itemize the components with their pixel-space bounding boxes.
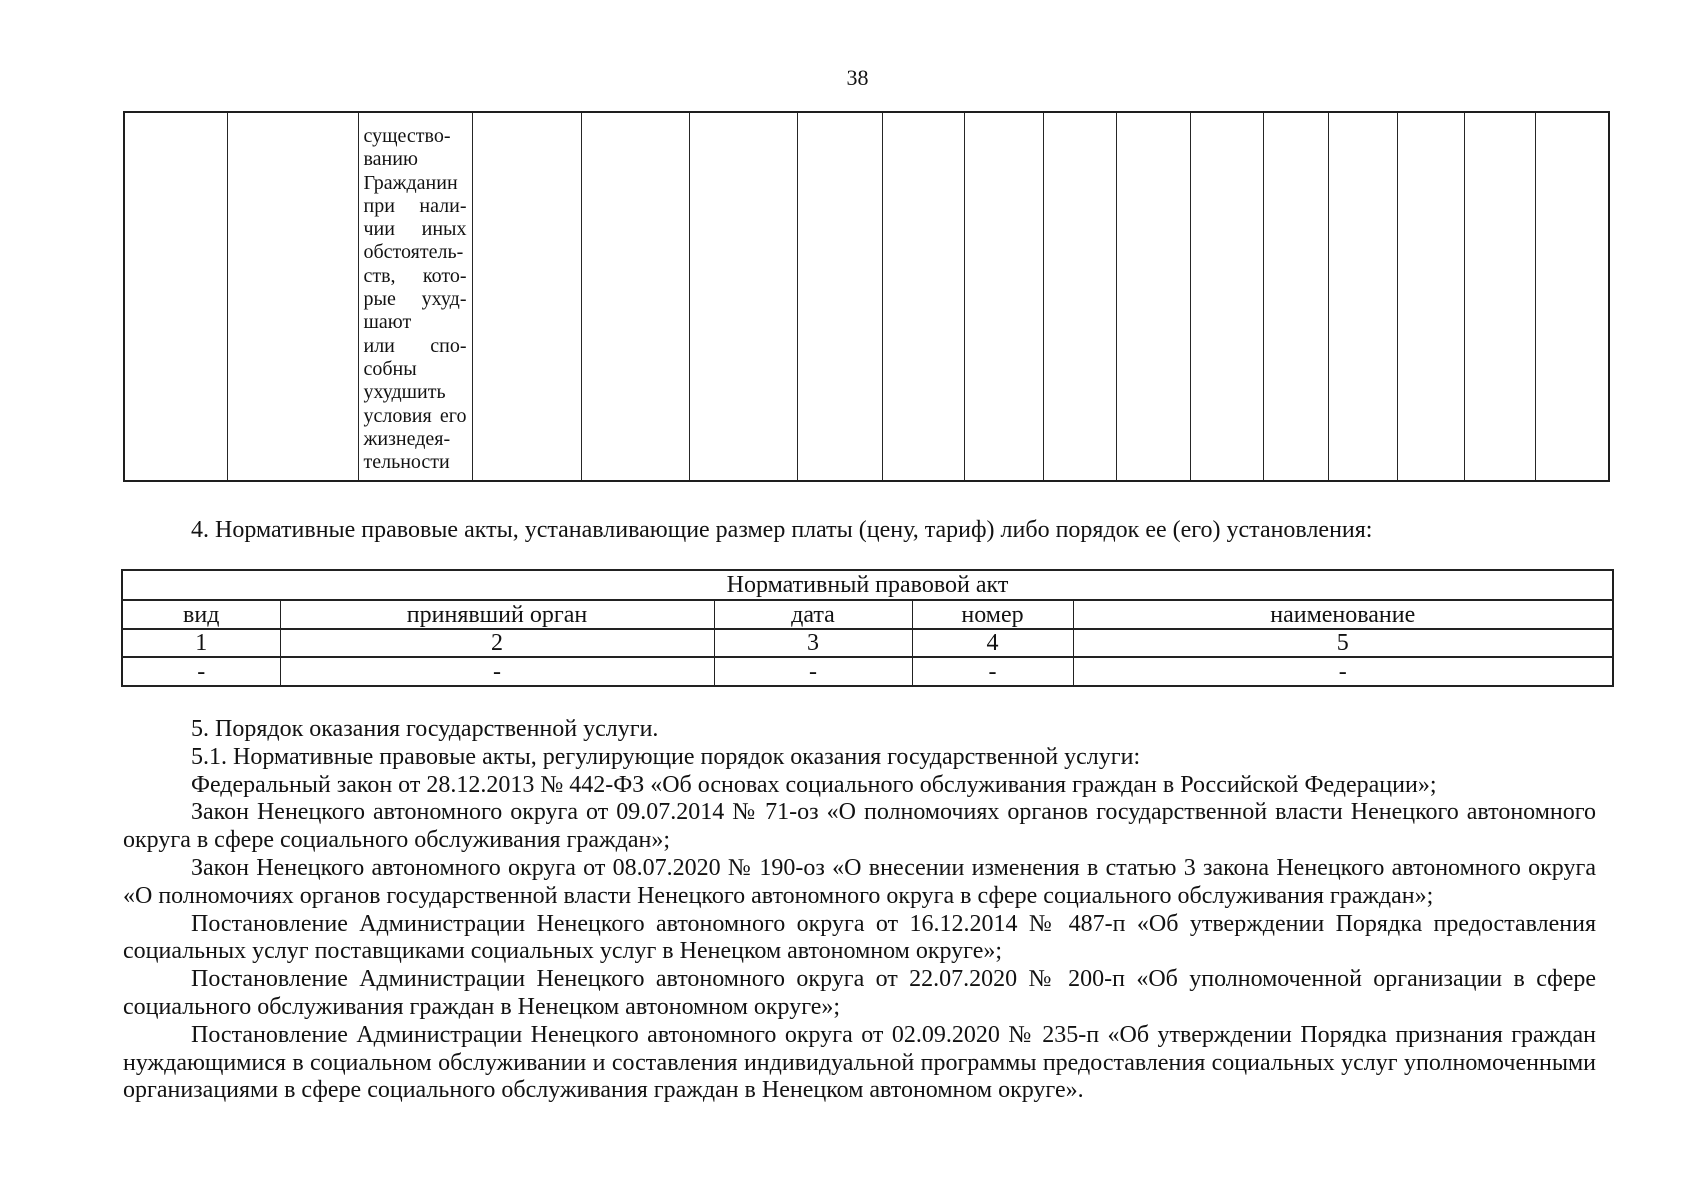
cell-text-line: обстоятель- xyxy=(363,241,464,264)
cell-text-line: рые ухуд- xyxy=(363,288,467,311)
table-cell: - xyxy=(280,657,714,686)
table-cell xyxy=(689,112,797,481)
column-header-date: дата xyxy=(714,600,912,629)
table-row xyxy=(122,657,1613,686)
table-cell xyxy=(581,112,689,481)
table-cell xyxy=(1190,112,1263,481)
section-4-heading: 4. Нормативные правовые акты, устанавливающие размер платы (цену, тариф) либо порядок ее (его) установления: xyxy=(191,517,1373,543)
paragraph-line: «О полномочиях органов государственной власти Ненецкого автономного округа в сфере социального обслуживания граждан»; xyxy=(123,882,1434,909)
cell-text-line: ств, кото- xyxy=(363,264,467,287)
cell-text-line: ванию xyxy=(363,148,418,171)
legal-acts-table xyxy=(121,569,1614,687)
cell-text-line: Гражданин xyxy=(363,171,458,194)
table-cell: - xyxy=(912,657,1073,686)
table-cell xyxy=(1043,112,1116,481)
cell-text-line: жизнедея- xyxy=(363,427,451,450)
paragraph-line: Постановление Администрации Ненецкого автономного округа от 02.09.2020 № 235-п «Об утверждении Порядка признания граждан xyxy=(191,1021,1596,1048)
table-cell: - xyxy=(714,657,912,686)
table-cell xyxy=(882,112,964,481)
column-header-type: вид xyxy=(122,600,280,629)
paragraph-line: нуждающимися в социальном обслуживании и составления индивидуальной программы предоставления социальных услуг уполномоченными xyxy=(123,1049,1596,1076)
paragraph-line: 5. Порядок оказания государственной услуги. xyxy=(191,716,659,742)
column-number-cell: 3 xyxy=(714,629,912,657)
cell-text-line: чии иных xyxy=(363,218,467,241)
paragraph-line: Постановление Администрации Ненецкого автономного округа от 16.12.2014 № 487-п «Об утверждении Порядка предоставления xyxy=(191,910,1596,937)
column-header-number: номер xyxy=(912,600,1073,629)
table-cell xyxy=(1328,112,1397,481)
continued-table xyxy=(123,111,1610,482)
paragraph-line: 5.1. Нормативные правовые акты, регулирующие порядок оказания государственной услуги: xyxy=(191,743,1141,770)
column-number-cell: 4 xyxy=(912,629,1073,657)
paragraph-line: Федеральный закон от 28.12.2013 № 442-ФЗ «Об основах социального обслуживания граждан в Российской Федерации»; xyxy=(191,771,1437,798)
paragraph-line: округа в сфере социального обслуживания граждан»; xyxy=(123,827,670,854)
cell-text-line: существо- xyxy=(363,125,451,147)
table-cell: - xyxy=(122,657,280,686)
column-header-title: наименование xyxy=(1073,600,1613,629)
paragraph xyxy=(123,744,1596,772)
column-number-cell: 2 xyxy=(280,629,714,657)
cell-text xyxy=(359,113,472,474)
paragraph-line: Закон Ненецкого автономного округа от 08.07.2020 № 190-оз «О внесении изменения в статью 3 закона Ненецкого автономного округа xyxy=(191,854,1596,881)
cell-text-line: условия его xyxy=(363,404,467,427)
column-number-cell: 5 xyxy=(1073,629,1613,657)
group-header-row xyxy=(122,570,1613,600)
table-cell xyxy=(797,112,882,481)
cell-text-line: шают xyxy=(363,311,412,334)
table-cell xyxy=(227,112,358,481)
paragraph xyxy=(123,911,1596,967)
section-5-body xyxy=(123,716,1596,1105)
paragraph xyxy=(123,855,1596,911)
paragraph-line: организациями в сфере социального обслуживания граждан в Ненецком автономном округе». xyxy=(123,1077,1084,1104)
column-header-row xyxy=(122,600,1613,629)
table-cell xyxy=(1397,112,1464,481)
table-cell-conditions xyxy=(358,112,472,481)
column-header-issuing-body: принявший орган xyxy=(280,600,714,629)
page-number: 38 xyxy=(846,65,869,90)
cell-text-line: при нали- xyxy=(363,194,467,217)
column-number-cell: 1 xyxy=(122,629,280,657)
table-cell xyxy=(1116,112,1190,481)
cell-text-line: ухудшить xyxy=(363,381,446,404)
table-cell xyxy=(124,112,227,481)
cell-text-line: или спо- xyxy=(363,334,467,357)
group-header-cell: Нормативный правовой акт xyxy=(122,570,1613,600)
table-cell: - xyxy=(1073,657,1613,686)
table-row xyxy=(124,112,1609,481)
paragraph xyxy=(123,1022,1596,1105)
table-cell xyxy=(1464,112,1535,481)
paragraph-line: Постановление Администрации Ненецкого автономного округа от 22.07.2020 № 200-п «Об уполномоченной организации в сфере xyxy=(191,966,1596,993)
paragraph-line: Закон Ненецкого автономного округа от 09.07.2014 № 71-оз «О полномочиях органов государственной власти Ненецкого автономного xyxy=(191,799,1596,826)
paragraph xyxy=(123,966,1596,1022)
table-cell xyxy=(1263,112,1328,481)
table-cell xyxy=(472,112,581,481)
paragraph xyxy=(123,772,1596,800)
column-number-row xyxy=(122,629,1613,657)
paragraph xyxy=(123,799,1596,855)
table-cell xyxy=(1535,112,1609,481)
cell-text-line: тельности xyxy=(363,451,450,474)
paragraph-line: социального обслуживания граждан в Ненецком автономном округе»; xyxy=(123,993,841,1020)
table-cell xyxy=(964,112,1043,481)
paragraph xyxy=(123,716,1596,744)
paragraph-line: социальных услуг поставщиками социальных услуг в Ненецком автономном округе»; xyxy=(123,938,1003,965)
cell-text-line: собны xyxy=(363,357,417,380)
